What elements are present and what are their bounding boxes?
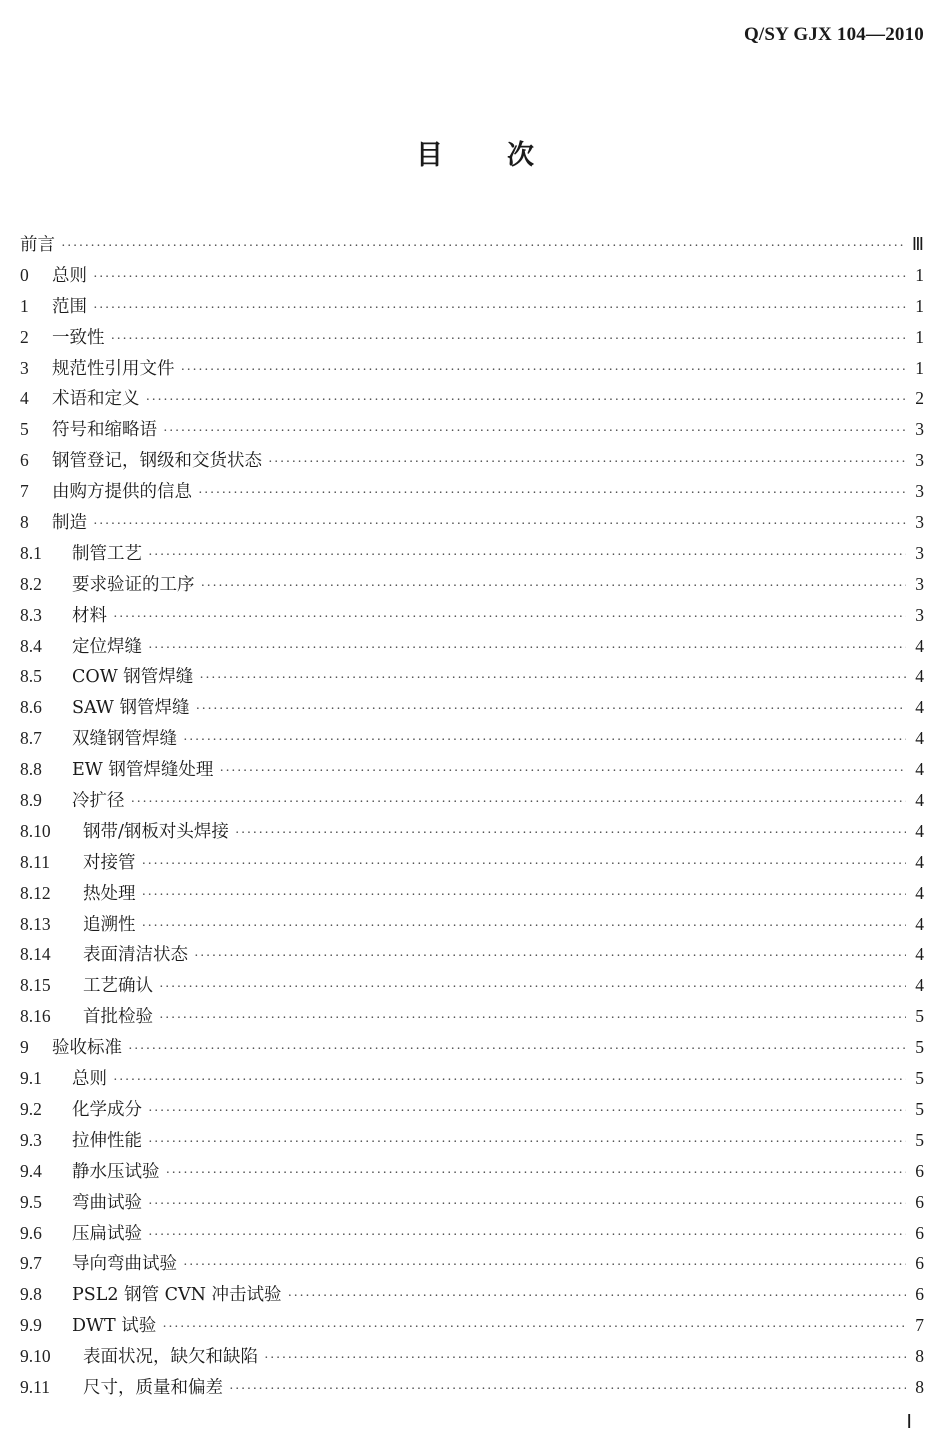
toc-entry[interactable] bbox=[20, 1218, 924, 1249]
dot-leader bbox=[181, 356, 907, 387]
toc-entry[interactable] bbox=[20, 1341, 924, 1372]
toc-entry-page: 3 bbox=[915, 512, 924, 533]
toc-entry-title: 制管工艺 bbox=[72, 543, 142, 564]
dot-leader bbox=[235, 819, 906, 850]
toc-entry[interactable] bbox=[20, 939, 924, 970]
toc-entry-number: 2 bbox=[20, 326, 29, 347]
dot-leader bbox=[146, 386, 907, 417]
toc-entry-number: 9 bbox=[20, 1037, 29, 1058]
toc-entry-number: 9.9 bbox=[20, 1315, 42, 1336]
toc-entry-number: 8.10 bbox=[20, 820, 51, 841]
dot-leader bbox=[93, 294, 906, 325]
toc-entry[interactable] bbox=[20, 816, 924, 847]
toc-entry-title: 压扁试验 bbox=[72, 1223, 142, 1244]
toc-entry-page: 6 bbox=[915, 1160, 924, 1181]
toc-entry[interactable] bbox=[20, 1001, 924, 1032]
toc-entry[interactable] bbox=[20, 661, 924, 692]
toc-entry-title: 要求验证的工序 bbox=[72, 574, 195, 595]
toc-entry[interactable] bbox=[20, 260, 924, 291]
toc-entry-number: 8 bbox=[20, 512, 29, 533]
dot-leader bbox=[163, 417, 906, 448]
toc-entry[interactable] bbox=[20, 538, 924, 569]
toc-entry-number: 8.9 bbox=[20, 790, 42, 811]
dot-leader bbox=[61, 232, 906, 263]
toc-entry-number: 8.14 bbox=[20, 944, 51, 965]
toc-entry[interactable] bbox=[20, 1063, 924, 1094]
toc-entry[interactable] bbox=[20, 909, 924, 940]
toc-entry[interactable] bbox=[20, 476, 924, 507]
toc-entry-title: 冷扩径 bbox=[72, 791, 125, 812]
toc-entry[interactable] bbox=[20, 229, 924, 260]
toc-entry-title: 前言 bbox=[20, 235, 55, 255]
toc-entry-number: 4 bbox=[20, 388, 29, 409]
toc-entry-number: 0 bbox=[20, 264, 29, 285]
dot-leader bbox=[148, 1128, 906, 1159]
dot-leader bbox=[93, 510, 906, 541]
toc-entry[interactable] bbox=[20, 1310, 924, 1341]
toc-entry[interactable] bbox=[20, 353, 924, 384]
toc-entry-page: 4 bbox=[915, 759, 924, 780]
standard-code: Q/SY GJX 104—2010 bbox=[743, 24, 924, 45]
dot-leader bbox=[148, 541, 906, 572]
toc-entry[interactable] bbox=[20, 970, 924, 1001]
toc-entry-page: 4 bbox=[915, 635, 924, 656]
toc-entry[interactable] bbox=[20, 1187, 924, 1218]
toc-entry-number: 9.10 bbox=[20, 1346, 51, 1367]
toc-entry[interactable] bbox=[20, 445, 924, 476]
dot-leader bbox=[219, 757, 906, 788]
toc-entry-title: EW 钢管焊缝处理 bbox=[72, 760, 214, 781]
dot-leader bbox=[148, 1190, 906, 1221]
toc-entry-page: 3 bbox=[915, 450, 924, 471]
toc-entry-title: 静水压试验 bbox=[72, 1161, 160, 1182]
toc-entry-page: 4 bbox=[915, 851, 924, 872]
dot-leader bbox=[142, 881, 907, 912]
toc-entry-page: 4 bbox=[915, 790, 924, 811]
toc-entry-page: 7 bbox=[915, 1315, 924, 1336]
dot-leader bbox=[264, 1344, 906, 1375]
toc-entry-number: 7 bbox=[20, 481, 29, 502]
dot-leader bbox=[288, 1282, 906, 1313]
toc-entry-number: 3 bbox=[20, 357, 29, 378]
toc-entry-title: 由购方提供的信息 bbox=[52, 482, 192, 503]
toc-entry[interactable] bbox=[20, 291, 924, 322]
toc-entry-page: Ⅲ bbox=[911, 234, 924, 254]
toc-entry[interactable] bbox=[20, 1094, 924, 1125]
toc-entry-page: 1 bbox=[915, 357, 924, 378]
toc-entry-number: 8.16 bbox=[20, 1006, 51, 1027]
toc-entry-title: 符号和缩略语 bbox=[52, 420, 157, 441]
dot-leader bbox=[162, 1313, 906, 1344]
dot-leader bbox=[166, 1159, 907, 1190]
dot-leader bbox=[199, 664, 906, 695]
toc-entry-title: 制造 bbox=[52, 513, 87, 534]
toc-entry-number: 8.4 bbox=[20, 635, 42, 656]
dot-leader bbox=[268, 448, 906, 479]
toc-entry-number: 9.3 bbox=[20, 1129, 42, 1150]
dot-leader bbox=[201, 572, 907, 603]
toc-entry-title: 总则 bbox=[72, 1069, 107, 1090]
toc-entry[interactable] bbox=[20, 322, 924, 353]
toc-entry-page: 4 bbox=[915, 975, 924, 996]
toc-entry-title: 对接管 bbox=[83, 852, 136, 873]
toc-entry-title: 追溯性 bbox=[83, 914, 136, 935]
toc-entry[interactable] bbox=[20, 723, 924, 754]
toc-entry-page: 4 bbox=[915, 666, 924, 687]
dot-leader bbox=[111, 325, 907, 356]
toc-entry-page: 3 bbox=[915, 573, 924, 594]
page-number: Ⅰ bbox=[906, 1412, 912, 1433]
toc-entry-title: 术语和定义 bbox=[52, 389, 140, 410]
toc-entry-title: 材料 bbox=[72, 605, 107, 626]
toc-entry-title: SAW 钢管焊缝 bbox=[72, 698, 190, 719]
title-char-2: 次 bbox=[507, 140, 534, 171]
toc-entry-page: 6 bbox=[915, 1191, 924, 1212]
toc-entry[interactable] bbox=[20, 1156, 924, 1187]
toc-entry-page: 2 bbox=[915, 388, 924, 409]
toc-entry-page: 4 bbox=[915, 697, 924, 718]
toc-entry[interactable] bbox=[20, 1372, 924, 1403]
toc-entry[interactable] bbox=[20, 754, 924, 785]
toc-entry-title: 钢管登记，钢级和交货状态 bbox=[52, 451, 262, 472]
toc-entry-page: 4 bbox=[915, 944, 924, 965]
toc-entry-page: 6 bbox=[915, 1253, 924, 1274]
dot-leader bbox=[93, 263, 906, 294]
toc-entry-title: 定位焊缝 bbox=[72, 636, 142, 657]
toc-entry-page: 1 bbox=[915, 295, 924, 316]
toc-entry[interactable] bbox=[20, 1248, 924, 1279]
toc-entry-title: 拉伸性能 bbox=[72, 1130, 142, 1151]
toc-entry-page: 5 bbox=[915, 1129, 924, 1150]
toc-entry-page: 5 bbox=[915, 1037, 924, 1058]
toc-entry-number: 9.11 bbox=[20, 1376, 50, 1397]
toc-entry[interactable] bbox=[20, 600, 924, 631]
toc-entry-page: 4 bbox=[915, 820, 924, 841]
dot-leader bbox=[183, 726, 906, 757]
dot-leader bbox=[113, 1066, 906, 1097]
toc-entry-title: 钢带/钢板对头焊接 bbox=[83, 821, 229, 842]
toc-entry[interactable] bbox=[20, 692, 924, 723]
toc-entry-title: 验收标准 bbox=[52, 1038, 122, 1059]
toc-entry-page: 6 bbox=[915, 1222, 924, 1243]
title-char-1: 目 bbox=[416, 140, 443, 171]
toc-entry-number: 8.11 bbox=[20, 851, 50, 872]
toc-entry-number: 9.2 bbox=[20, 1098, 42, 1119]
toc-entry-page: 5 bbox=[915, 1098, 924, 1119]
toc-entry-title: DWT 试验 bbox=[72, 1316, 157, 1337]
toc-entry-page: 3 bbox=[915, 481, 924, 502]
dot-leader bbox=[194, 942, 906, 973]
toc-entry-number: 1 bbox=[20, 295, 29, 316]
dot-leader bbox=[128, 1035, 906, 1066]
toc-entry-page: 3 bbox=[915, 604, 924, 625]
dot-leader bbox=[148, 1097, 906, 1128]
toc-entry[interactable] bbox=[20, 507, 924, 538]
toc-entry[interactable] bbox=[20, 847, 924, 878]
toc-entry[interactable] bbox=[20, 1125, 924, 1156]
toc-entry-page: 3 bbox=[915, 542, 924, 563]
toc-entry-title: 范围 bbox=[52, 296, 87, 317]
toc-entry[interactable] bbox=[20, 1032, 924, 1063]
toc-entry-title: 化学成分 bbox=[72, 1099, 142, 1120]
toc-entry-page: 4 bbox=[915, 882, 924, 903]
toc-entry-page: 3 bbox=[915, 419, 924, 440]
toc-entry[interactable] bbox=[20, 631, 924, 662]
toc-entry-title: 表面状况，缺欠和缺陷 bbox=[83, 1347, 258, 1368]
toc-entry-page: 8 bbox=[915, 1376, 924, 1397]
toc-entry-number: 9.4 bbox=[20, 1160, 42, 1181]
toc-entry-page: 4 bbox=[915, 728, 924, 749]
toc-entry-number: 8.6 bbox=[20, 697, 42, 718]
toc-entry-number: 8.7 bbox=[20, 728, 42, 749]
toc-entry[interactable] bbox=[20, 785, 924, 816]
toc-entry-number: 9.5 bbox=[20, 1191, 42, 1212]
toc-entry[interactable] bbox=[20, 383, 924, 414]
toc-entry-title: 双缝钢管焊缝 bbox=[72, 729, 177, 750]
toc-entry-title: 一致性 bbox=[52, 327, 105, 348]
toc-entry-number: 9.6 bbox=[20, 1222, 42, 1243]
toc-entry-number: 8.3 bbox=[20, 604, 42, 625]
toc-entry-title: 尺寸，质量和偏差 bbox=[83, 1377, 223, 1398]
toc-entry-title: 弯曲试验 bbox=[72, 1192, 142, 1213]
toc-entry-title: PSL2 钢管 CVN 冲击试验 bbox=[72, 1285, 282, 1306]
toc-entry-page: 8 bbox=[915, 1346, 924, 1367]
toc-entry-page: 5 bbox=[915, 1068, 924, 1089]
dot-leader bbox=[159, 973, 906, 1004]
toc-entry-number: 8.12 bbox=[20, 882, 51, 903]
dot-leader bbox=[198, 479, 906, 510]
toc-entry-title: 首批检验 bbox=[83, 1007, 153, 1028]
toc-entry-page: 1 bbox=[915, 326, 924, 347]
toc-entry-title: 导向弯曲试验 bbox=[72, 1254, 177, 1275]
toc-entry-title: 工艺确认 bbox=[83, 976, 153, 997]
toc-entry-title: 规范性引用文件 bbox=[52, 358, 175, 379]
toc-entry-number: 8.1 bbox=[20, 542, 42, 563]
toc-entry-number: 9.8 bbox=[20, 1284, 42, 1305]
dot-leader bbox=[131, 788, 907, 819]
toc-entry-page: 6 bbox=[915, 1284, 924, 1305]
dot-leader bbox=[229, 1375, 906, 1406]
toc-entry-title: 总则 bbox=[52, 265, 87, 286]
toc-entry[interactable] bbox=[20, 414, 924, 445]
toc-entry-number: 8.15 bbox=[20, 975, 51, 996]
table-of-contents bbox=[20, 229, 924, 1403]
toc-entry-title: 热处理 bbox=[83, 883, 136, 904]
toc-entry-number: 8.13 bbox=[20, 913, 51, 934]
toc-entry-number: 9.1 bbox=[20, 1068, 42, 1089]
toc-entry-number: 8.8 bbox=[20, 759, 42, 780]
dot-leader bbox=[113, 603, 906, 634]
toc-entry-number: 6 bbox=[20, 450, 29, 471]
dot-leader bbox=[159, 1004, 906, 1035]
toc-entry[interactable] bbox=[20, 878, 924, 909]
toc-entry[interactable] bbox=[20, 1279, 924, 1310]
dot-leader bbox=[195, 695, 906, 726]
toc-entry-number: 5 bbox=[20, 419, 29, 440]
toc-entry-page: 5 bbox=[915, 1006, 924, 1027]
dot-leader bbox=[142, 912, 907, 943]
toc-entry-page: 1 bbox=[915, 264, 924, 285]
page-title bbox=[0, 133, 950, 172]
toc-entry[interactable] bbox=[20, 569, 924, 600]
toc-entry-number: 8.5 bbox=[20, 666, 42, 687]
toc-entry-number: 8.2 bbox=[20, 573, 42, 594]
toc-entry-title: COW 钢管焊缝 bbox=[72, 667, 194, 688]
dot-leader bbox=[148, 1221, 906, 1252]
dot-leader bbox=[142, 850, 907, 881]
toc-entry-title: 表面清洁状态 bbox=[83, 945, 188, 966]
toc-entry-page: 4 bbox=[915, 913, 924, 934]
toc-entry-number: 9.7 bbox=[20, 1253, 42, 1274]
dot-leader bbox=[183, 1251, 906, 1282]
dot-leader bbox=[148, 634, 906, 665]
